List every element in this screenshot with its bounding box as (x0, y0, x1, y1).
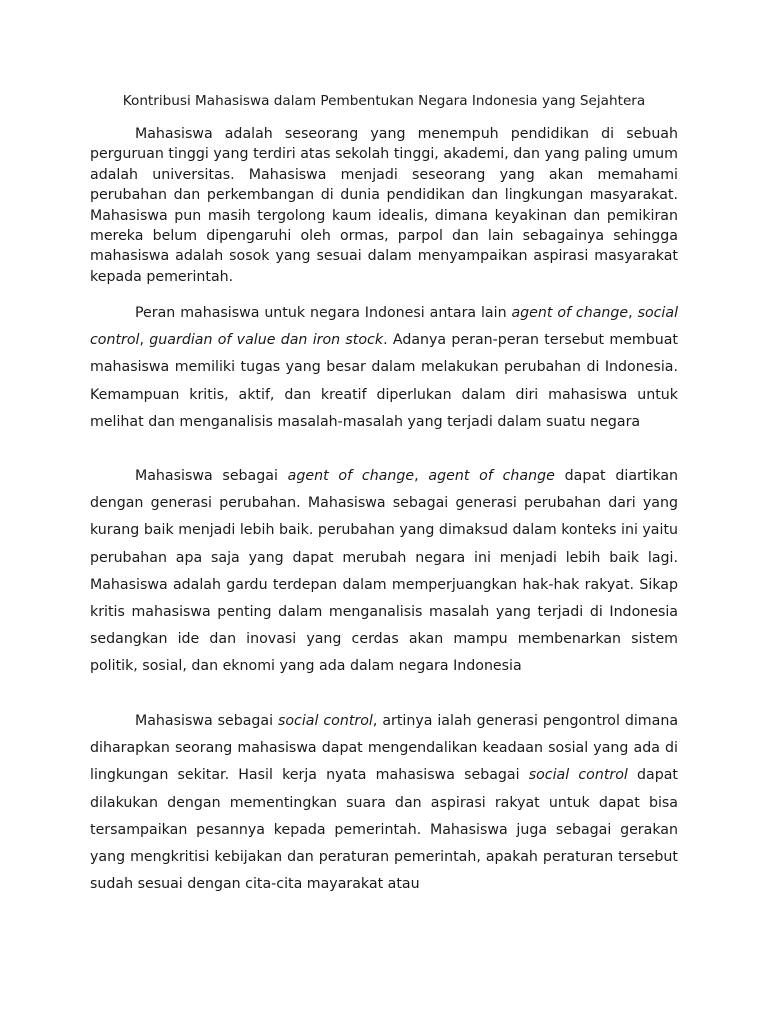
italic-term: agent of change (511, 305, 629, 321)
paragraph-3 (90, 463, 678, 681)
paragraph-text: Mahasiswa adalah seseorang yang menempuh pendidikan di sebuah perguruan tinggi yang terdiri atas sekolah tinggi, akademi, dan yang paling umum adalah universitas. Mahasiswa menjadi seseorang yang akan memahami perubahan dan perkembangan di dunia pendidikan dan lingkungan masyarakat. Mahasiswa pun masih tergolong kaum idealis, dimana keyakinan dan pemikiran mereka belum dipengaruhi oleh ormas, parpol dan lain sebagainya sehingga mahasiswa adalah sosok yang sesuai dalam menyampaikan aspirasi masyarakat kepada pemerintah. (90, 126, 678, 285)
italic-term: agent of change (428, 468, 555, 484)
italic-term: agent of change (287, 468, 415, 484)
paragraph-text: . Adanya peran-peran tersebut membuat mahasiswa memiliki tugas yang besar dalam melakukan perubahan di Indonesia. Kemampuan kritis, aktif, dan kreatif diperlukan dalam diri mahasiswa untuk melihat dan menganalisis masalah-masalah yang terjadi dalam suatu negara (90, 332, 678, 430)
paragraph-text: , (139, 332, 150, 349)
paragraph-text: , (628, 305, 638, 321)
paragraph-text: , (414, 468, 429, 484)
paragraph-text: dapat dilakukan dengan mementingkan suara dan aspirasi rakyat untuk dapat bisa tersampaikan pesannya kepada pemerintah. Mahasiswa juga sebagai gerakan yang mengkritisi kebijakan dan peraturan pemerintah, apakah peraturan tersebut sudah sesuai dengan cita-cita mayarakat atau (90, 767, 678, 893)
paragraph-text: Mahasiswa sebagai (135, 713, 278, 729)
italic-term: social control (90, 305, 679, 349)
italic-term: social control (528, 767, 628, 784)
paragraph-text: Mahasiswa sebagai (135, 468, 288, 484)
paragraph-text: dapat diartikan dengan generasi perubahan. Mahasiswa sebagai generasi perubahan dari yang kurang baik menjadi lebih baik. perubahan yang dimaksud dalam konteks ini yaitu perubahan apa saja yang dapat merubah negara ini menjadi lebih baik lagi. Mahasiswa adalah gardu terdepan dalam memperjuangkan hak-hak rakyat. Sikap kritis mahasiswa penting dalam menganalisis masalah yang terjadi di Indonesia sedangkan ide dan inovasi yang cerdas akan mampu membenarkan sistem politik, sosial, dan eknomi yang ada dalam negara Indonesia (90, 468, 678, 675)
document-page (90, 0, 678, 1024)
paragraph-4 (90, 708, 678, 898)
paragraph-2 (90, 300, 678, 436)
paragraph-text: Peran mahasiswa untuk negara Indonesi antara lain (135, 305, 512, 321)
paragraph-text: , artinya ialah generasi pengontrol dimana diharapkan seorang mahasiswa dapat mengendalikan keadaan sosial yang ada di lingkungan sekitar. Hasil kerja nyata mahasiswa sebagai (90, 713, 679, 784)
italic-term: social control (277, 713, 373, 729)
italic-term: guardian of value dan iron stock (149, 332, 384, 349)
document-title: Kontribusi Mahasiswa dalam Pembentukan Negara Indonesia yang Sejahtera (122, 93, 646, 109)
paragraph-1 (90, 124, 678, 287)
